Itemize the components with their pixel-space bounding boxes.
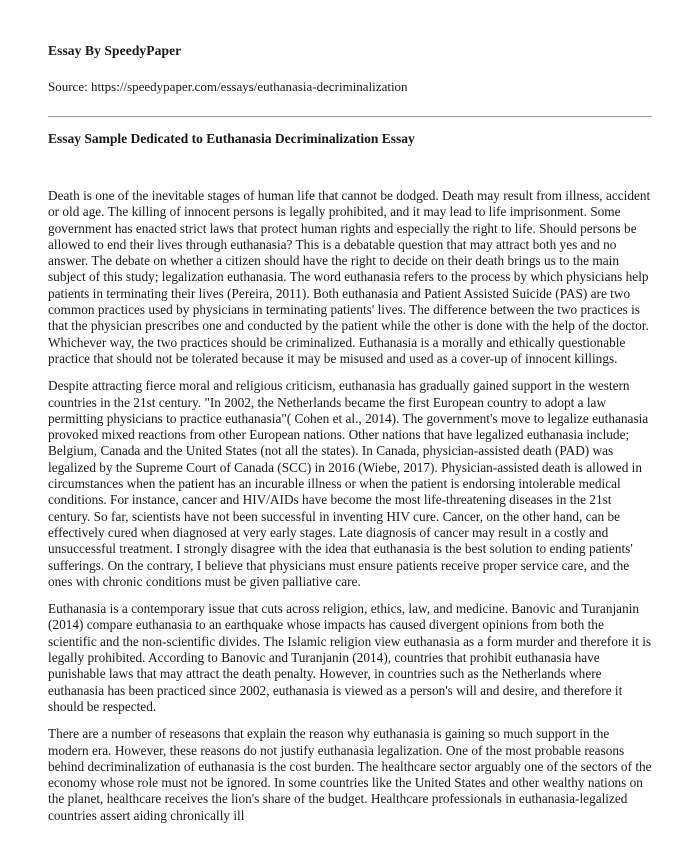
header-divider [48, 116, 652, 117]
document-header [48, 0, 652, 95]
source-line: Source: https://speedypaper.com/essays/euthanasia-decriminalization [48, 79, 408, 94]
paragraph-2: Despite attracting fierce moral and religious criticism, euthanasia has gradually gained support in the western countries in the 21st century. "In 2002, the Netherlands became the first European country to adopt a law permitting physicians to practice euthanasia"( Cohen et al., 2014). The government's move to legalize euthanasia provoked mixed reactions from other European nations. Other nations that have legalized euthanasia include; Belgium, Canada and the United States (not all the states). In Canada, physician-assisted death (PAD) was legalized by the Supreme Court of Canada (SCC) in 2016 (Wiebe, 2017). Physician-assisted death is allowed in circumstances when the patient has an incurable illness or when the patient is endorsing intolerable medical conditions. For instance, cancer and HIV/AIDs have become the most life-threatening diseases in the 21st century. So far, scientists have not been successful in inventing HIV cure. Cancer, on the other hand, can be effectively cured when diagnosed at very early stages. Late diagnosis of cancer may result in a costly and unsuccessful treatment. I strongly disagree with the idea that euthanasia is the best solution to ending patients' sufferings. On the contrary, I believe that physicians must ensure patients receive proper service care, and the ones with chronic conditions must be given palliative care. [48, 378, 649, 589]
paragraph-1: Death is one of the inevitable stages of human life that cannot be dodged. Death may result from illness, accident or old age. The killing of innocent persons is legally prohibited, and it may lead to life imprisonment. Some government has enacted strict laws that protect human rights and especially the right to life. Should persons be allowed to end their lives through euthanasia? This is a debatable question that may attract both yes and no answer. The debate on whether a citizen should have the right to decide on their death brings us to the main subject of this study; legalization euthanasia. The word euthanasia refers to the process by which physicians help patients in terminating their lives (Pereira, 2011). Both euthanasia and Patient Assisted Suicide (PAS) are two common practices used by physicians in terminating patients' lives. The difference between the two practices is that the physician prescribes one and conducted by the patient while the other is done with the help of the doctor. Whichever way, the two practices should be criminalized. Euthanasia is a morally and ethically questionable practice that should not be tolerated because it may be misused and used as a cover-up of innocent killings. [48, 188, 651, 366]
paragraph-4: There are a number of reseasons that explain the reason why euthanasia is gaining so much support in the modern era. However, these reasons do not justify euthanasia legalization. One of the most probable reasons behind decriminalization of euthanasia is the cost burden. The healthcare sector arguably one of the sectors of the economy whose role must not be ignored. In some countries like the United States and other wealthy nations on the planet, healthcare receives the lion's share of the budget. Healthcare professionals in euthanasia-legalized countries assert aiding chronically ill [48, 726, 652, 823]
brand-title: Essay By SpeedyPaper [48, 43, 182, 58]
essay-title: Essay Sample Dedicated to Euthanasia Decriminalization Essay [48, 131, 415, 146]
essay-body [48, 188, 652, 824]
paragraph-3: Euthanasia is a contemporary issue that cuts across religion, ethics, law, and medicine. Banovic and Turanjanin (2014) compare euthanasia to an earthquake whose impacts has caused divergent opinions from both the scientific and the non-scientific divides. The Islamic religion view euthanasia as a form murder and therefore it is legally prohibited. According to Banovic and Turanjanin (2014), countries that prohibit euthanasia have punishable laws that may attract the death penalty. However, in countries such as the Netherlands where euthanasia has been practiced since 2002, euthanasia is viewed as a person's will and desire, and therefore it should be respected. [48, 601, 652, 714]
